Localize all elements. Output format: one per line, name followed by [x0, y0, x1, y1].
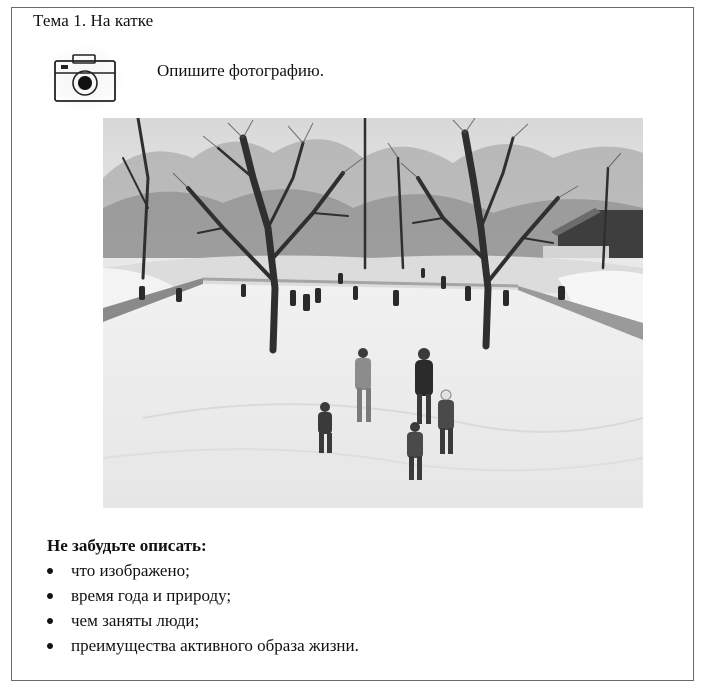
list-item-text: время года и природу;: [71, 586, 232, 605]
topic-title: Тема 1. На катке: [33, 11, 154, 30]
list-item: [47, 561, 359, 586]
list-item-text: преимущества активного образа жизни.: [71, 636, 359, 655]
camera-icon: [46, 45, 124, 111]
list-item: [47, 636, 359, 661]
reminder-list: [47, 561, 359, 661]
list-item: [47, 586, 359, 611]
bullet-icon: [47, 618, 53, 624]
bullet-icon: [47, 593, 53, 599]
list-item: [47, 611, 359, 636]
list-item-text: что изображено;: [71, 561, 190, 580]
ice-rink-photo: [103, 118, 643, 508]
reminder-title: Не забудьте описать:: [47, 536, 207, 555]
bullet-icon: [47, 568, 53, 574]
bullet-icon: [47, 643, 53, 649]
instruction-text: Опишите фотографию.: [157, 61, 324, 80]
list-item-text: чем заняты люди;: [71, 611, 200, 630]
